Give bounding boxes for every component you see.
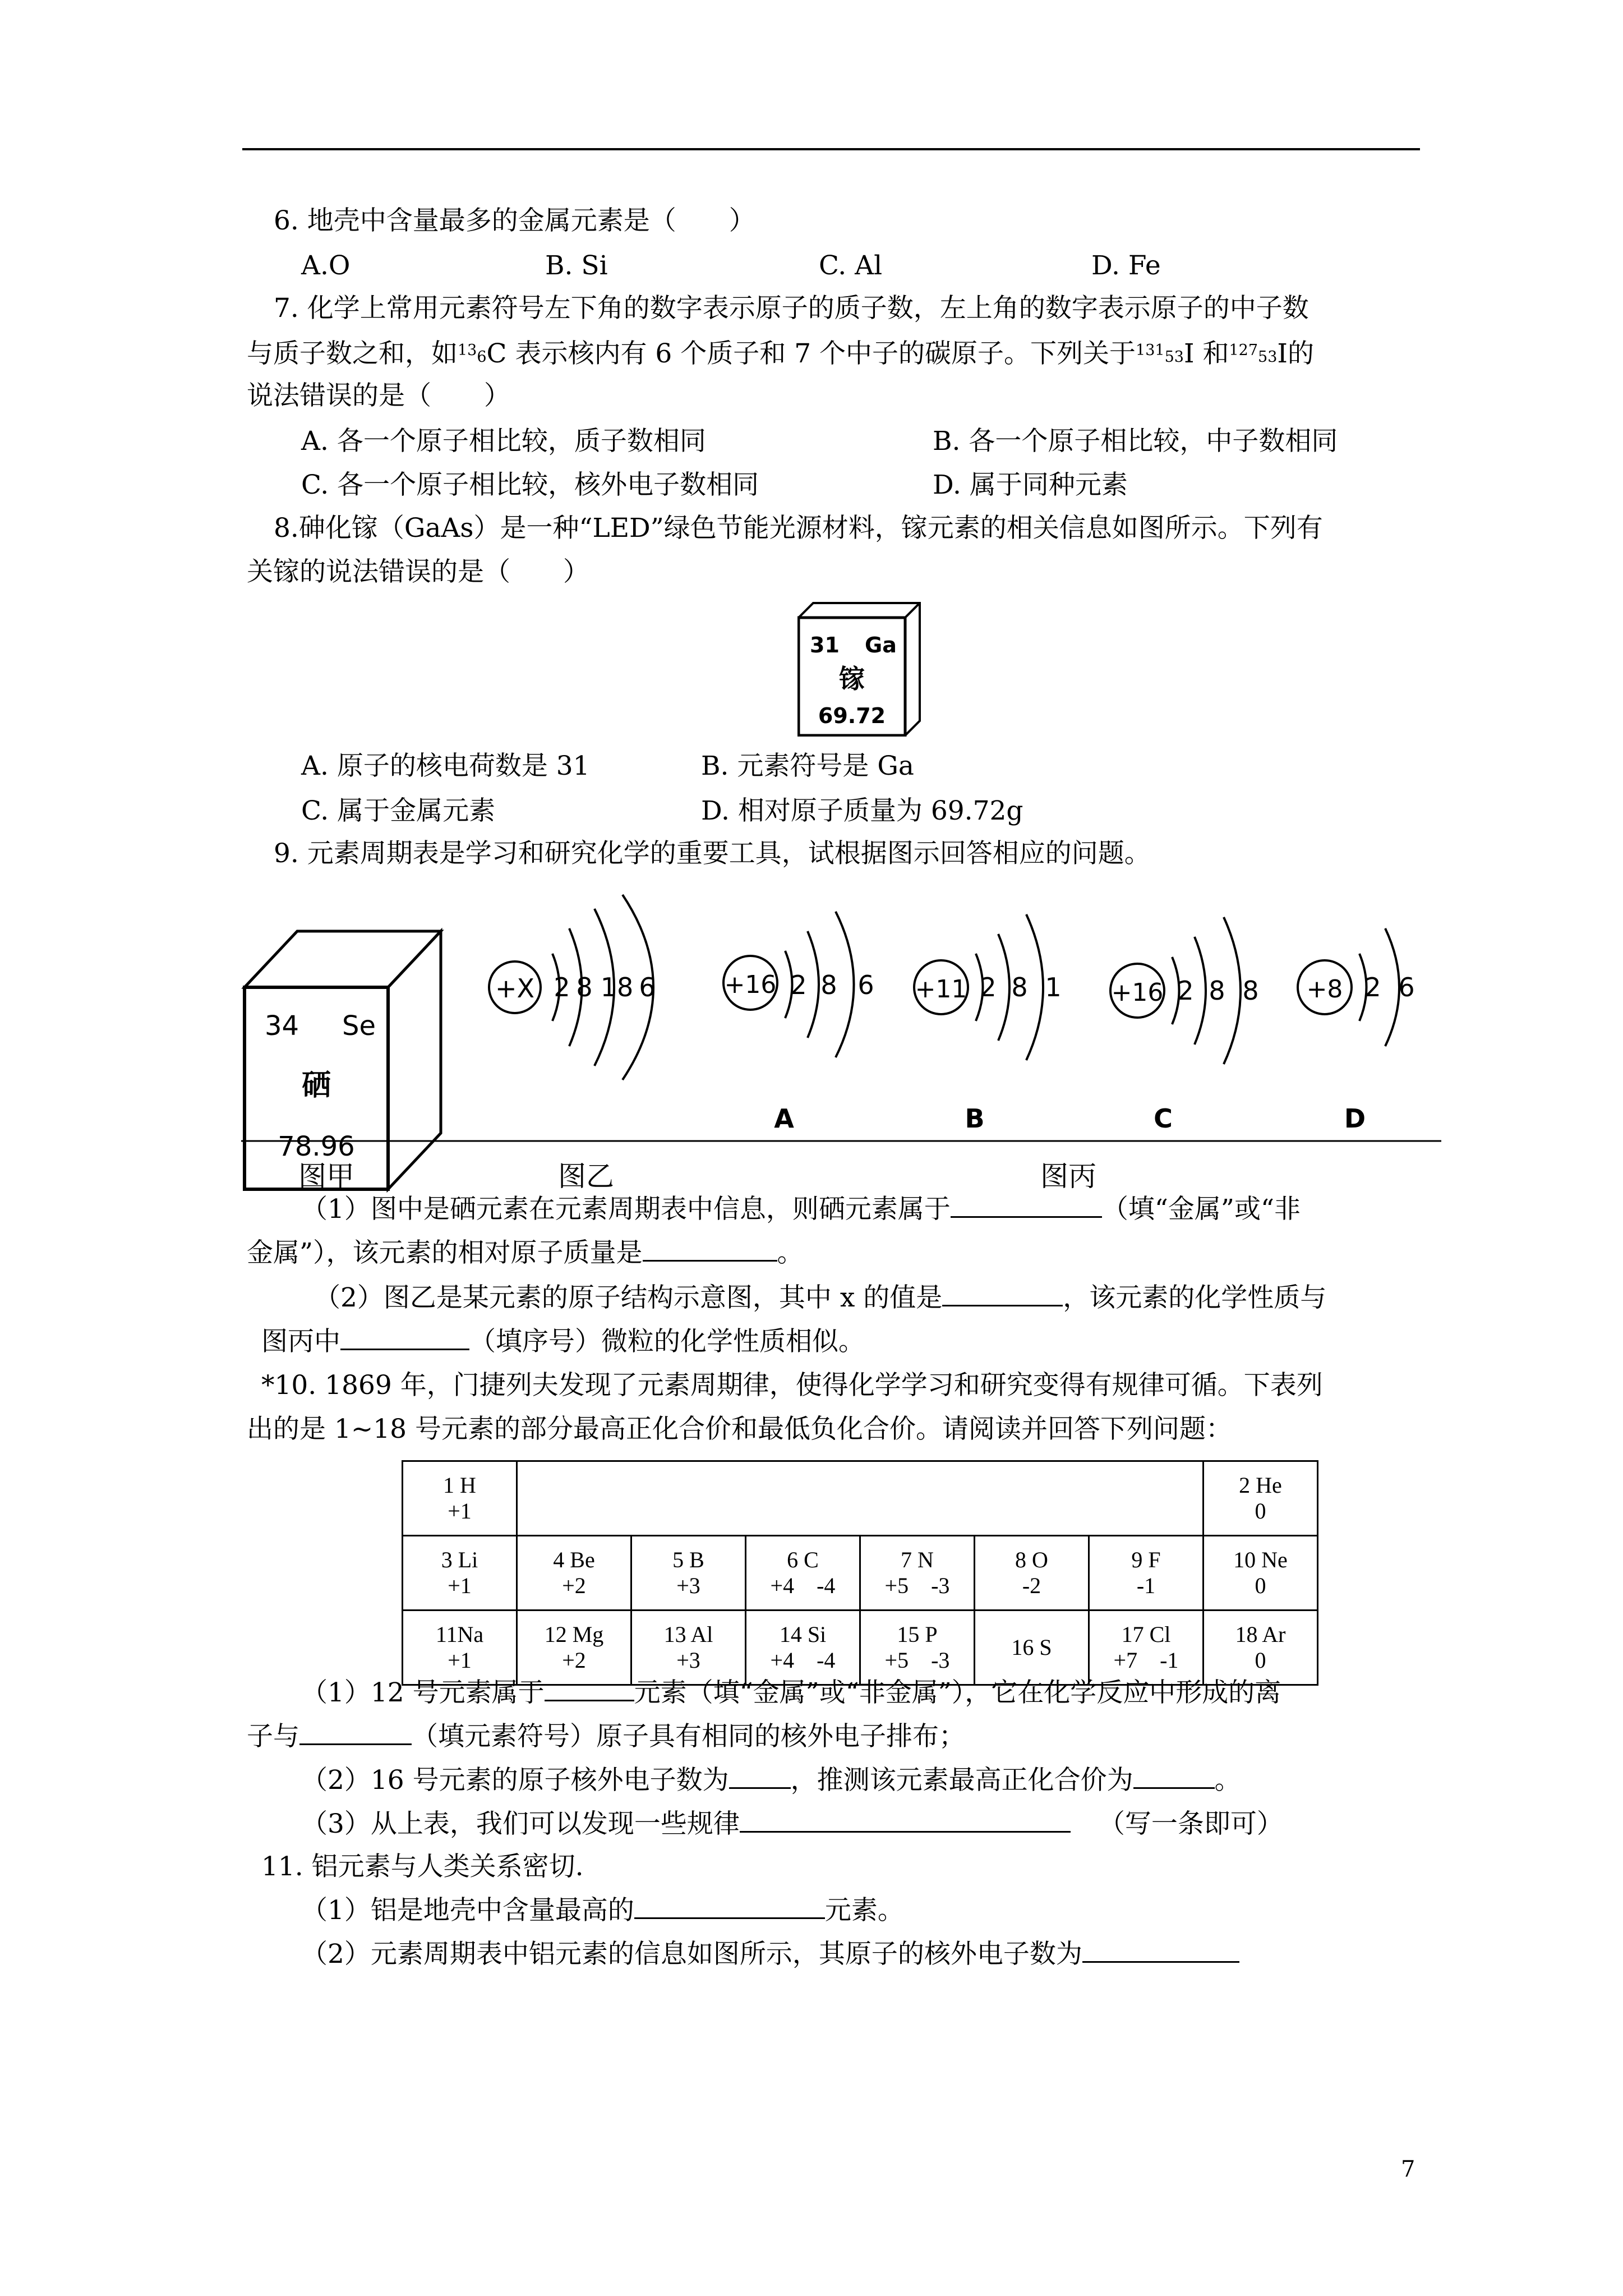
q10-p1-line1: （1）12 号元素属于 元素（填“金属”或“非金属”），它在化学反应中形成的离 bbox=[301, 1677, 1281, 1708]
table-cell: 5 B +3 bbox=[631, 1536, 746, 1611]
fig-label-yi: 图乙 bbox=[558, 1160, 614, 1193]
table-cell: 15 P +5 -3 bbox=[860, 1611, 975, 1685]
svg-text:18: 18 bbox=[600, 972, 634, 1002]
atom-b-diagram bbox=[914, 914, 1062, 1134]
svg-text:8: 8 bbox=[1209, 976, 1225, 1006]
atom-d-diagram bbox=[1298, 928, 1415, 1134]
table-cell: 12 Mg +2 bbox=[517, 1611, 631, 1685]
q9-figures bbox=[241, 886, 1441, 1200]
q6-option-c: C. Al bbox=[819, 250, 883, 281]
table-cell: 4 Be +2 bbox=[517, 1536, 631, 1611]
svg-text:6: 6 bbox=[857, 970, 874, 1000]
header-rule bbox=[242, 148, 1420, 150]
selenium-element-card bbox=[245, 931, 441, 1189]
svg-text:6: 6 bbox=[639, 972, 656, 1002]
q7-option-c: C. 各一个原子相比较，核外电子数相同 bbox=[301, 470, 759, 500]
q9-p2-line2: 图丙中 （填序号）微粒的化学性质相似。 bbox=[261, 1326, 865, 1357]
q11-p2: （2）元素周期表中铝元素的信息如图所示，其原子的核外电子数为 bbox=[301, 1939, 1239, 1970]
table-cell: 17 Cl +7 -1 bbox=[1089, 1611, 1204, 1685]
svg-text:1: 1 bbox=[1045, 972, 1062, 1002]
table-cell: 8 O -2 bbox=[975, 1536, 1089, 1611]
q9-stem: 9. 元素周期表是学习和研究化学的重要工具，试根据图示回答相应的问题。 bbox=[274, 838, 1151, 869]
q8-line1: 8.砷化镓（GaAs）是一种“LED”绿色节能光源材料，镓元素的相关信息如图所示。下列有 bbox=[274, 513, 1323, 544]
fig-label-bing: 图丙 bbox=[1040, 1160, 1096, 1193]
q10-p1-line2: 子与 （填元素符号）原子具有相同的核外电子排布； bbox=[247, 1721, 965, 1752]
se-mass: 78.96 bbox=[278, 1131, 355, 1162]
table-cell: 2 He 0 bbox=[1204, 1461, 1318, 1536]
atom-c-label: C bbox=[1154, 1103, 1173, 1134]
atom-b-label: B bbox=[965, 1103, 985, 1134]
svg-text:2: 2 bbox=[1177, 976, 1194, 1006]
table-cell: 7 N +5 -3 bbox=[860, 1536, 975, 1611]
svg-text:+8: +8 bbox=[1306, 975, 1343, 1004]
svg-text:2: 2 bbox=[554, 972, 570, 1002]
svg-text:2: 2 bbox=[980, 972, 997, 1002]
table-cell: 1 H +1 bbox=[403, 1461, 517, 1536]
svg-text:8: 8 bbox=[1011, 972, 1028, 1002]
q10-p3: （3）从上表，我们可以发现一些规律 （写一条即可） bbox=[301, 1809, 1283, 1839]
table-cell: 14 Si +4 -4 bbox=[746, 1611, 860, 1685]
svg-text:8: 8 bbox=[1242, 976, 1259, 1006]
q10-p2: （2）16 号元素的原子核外电子数为 ，推测该元素最高正化合价为 。 bbox=[301, 1765, 1241, 1796]
table-cell: 16 S bbox=[975, 1611, 1089, 1685]
q9-p1-line1: （1）图中是硒元素在元素周期表中信息，则硒元素属于 （填“金属”或“非 bbox=[301, 1194, 1301, 1225]
se-symbol: Se bbox=[342, 1010, 376, 1042]
atom-x-nucleus: +X bbox=[495, 973, 535, 1004]
q8-option-b: B. 元素符号是 Ga bbox=[701, 751, 914, 781]
q8-option-c: C. 属于金属元素 bbox=[301, 795, 496, 826]
q8-line2: 关镓的说法错误的是（ ） bbox=[247, 556, 589, 587]
q6-option-a: A.O bbox=[301, 250, 351, 281]
ga-symbol: Ga bbox=[865, 633, 897, 657]
q11-p1: （1）铝是地壳中含量最高的 元素。 bbox=[301, 1895, 904, 1926]
q9-p1-line2: 金属”），该元素的相对原子质量是 。 bbox=[247, 1237, 804, 1268]
q9-blank-2[interactable] bbox=[643, 1260, 777, 1262]
table-row bbox=[403, 1611, 1318, 1685]
ga-mass: 69.72 bbox=[818, 703, 886, 728]
q7-line1: 7. 化学上常用元素符号左下角的数字表示原子的质子数，左上角的数字表示原子的中子数 bbox=[274, 293, 1309, 324]
q9-p2-line1: （2）图乙是某元素的原子结构示意图，其中 x 的值是 ，该元素的化学性质与 bbox=[314, 1282, 1327, 1313]
q8-option-d: D. 相对原子质量为 69.72g bbox=[701, 795, 1023, 826]
svg-text:2: 2 bbox=[790, 970, 807, 1000]
q10-line2: 出的是 1~18 号元素的部分最高正化合价和最低负化合价。请阅读并回答下列问题： bbox=[247, 1414, 1232, 1444]
q10-blank-2[interactable] bbox=[299, 1743, 412, 1745]
svg-text:8: 8 bbox=[820, 970, 837, 1000]
table-cell: 13 Al +3 bbox=[631, 1611, 746, 1685]
q9-blank-3[interactable] bbox=[942, 1305, 1063, 1306]
gallium-element-card bbox=[797, 602, 921, 737]
q6-option-d: D. Fe bbox=[1091, 250, 1161, 281]
ga-number: 31 bbox=[810, 633, 840, 657]
svg-text:2: 2 bbox=[1364, 972, 1381, 1002]
q10-blank-5[interactable] bbox=[740, 1831, 1071, 1833]
q7-option-b: B. 各一个原子相比较，中子数相同 bbox=[933, 426, 1338, 457]
atom-c-diagram bbox=[1110, 917, 1259, 1134]
valence-table bbox=[402, 1460, 1318, 1686]
atom-a-label: A bbox=[774, 1103, 794, 1134]
table-row bbox=[403, 1461, 1318, 1536]
q9-blank-1[interactable] bbox=[951, 1216, 1102, 1218]
q8-option-a: A. 原子的核电荷数是 31 bbox=[301, 751, 590, 781]
table-row bbox=[403, 1536, 1318, 1611]
atom-a-diagram bbox=[723, 912, 874, 1134]
se-name: 硒 bbox=[301, 1069, 331, 1102]
table-cell: 6 C +4 -4 bbox=[746, 1536, 860, 1611]
table-cell: 9 F -1 bbox=[1089, 1536, 1204, 1611]
table-cell: 11Na +1 bbox=[403, 1611, 517, 1685]
table-cell: 18 Ar 0 bbox=[1204, 1611, 1318, 1685]
q11-blank-1[interactable] bbox=[634, 1917, 825, 1919]
q7-option-a: A. 各一个原子相比较，质子数相同 bbox=[301, 426, 706, 457]
svg-text:+11: +11 bbox=[915, 975, 967, 1004]
q7-line3: 说法错误的是（ ） bbox=[247, 380, 510, 411]
q10-blank-4[interactable] bbox=[1133, 1787, 1215, 1789]
svg-text:+16: +16 bbox=[1111, 978, 1164, 1007]
table-empty-span bbox=[517, 1461, 1204, 1536]
fig-label-jia: 图甲 bbox=[298, 1160, 354, 1193]
q10-blank-1[interactable] bbox=[545, 1700, 634, 1701]
atom-d-label: D bbox=[1344, 1103, 1366, 1134]
q6-option-b: B. Si bbox=[545, 250, 608, 281]
ga-name: 镓 bbox=[839, 664, 865, 694]
q10-line1: *10. 1869 年，门捷列夫发现了元素周期律，使得化学学习和研究变得有规律可循。下表列 bbox=[261, 1370, 1323, 1401]
svg-text:+16: +16 bbox=[724, 970, 777, 999]
q7-option-d: D. 属于同种元素 bbox=[933, 470, 1128, 500]
table-cell: 10 Ne 0 bbox=[1204, 1536, 1318, 1611]
q6-stem: 6. 地壳中含量最多的金属元素是（ ） bbox=[274, 205, 755, 236]
q7-line2: 与质子数之和，如$^{13}$6C 表示核内有 6 个质子和 7 个中子的碳原子。下列关于$^{131}$53I 和$^{127}$53I的 bbox=[247, 338, 1314, 369]
atom-x-diagram bbox=[489, 895, 656, 1080]
svg-text:6: 6 bbox=[1398, 972, 1415, 1002]
q10-blank-3[interactable] bbox=[729, 1787, 791, 1789]
svg-text:8: 8 bbox=[576, 972, 593, 1002]
se-number: 34 bbox=[265, 1010, 299, 1042]
q9-blank-4[interactable] bbox=[340, 1349, 469, 1350]
table-cell: 3 Li +1 bbox=[403, 1536, 517, 1611]
q11-blank-2[interactable] bbox=[1082, 1961, 1239, 1963]
page-number: 7 bbox=[1401, 2156, 1415, 2182]
q11-stem: 11. 铝元素与人类关系密切. bbox=[261, 1851, 584, 1882]
